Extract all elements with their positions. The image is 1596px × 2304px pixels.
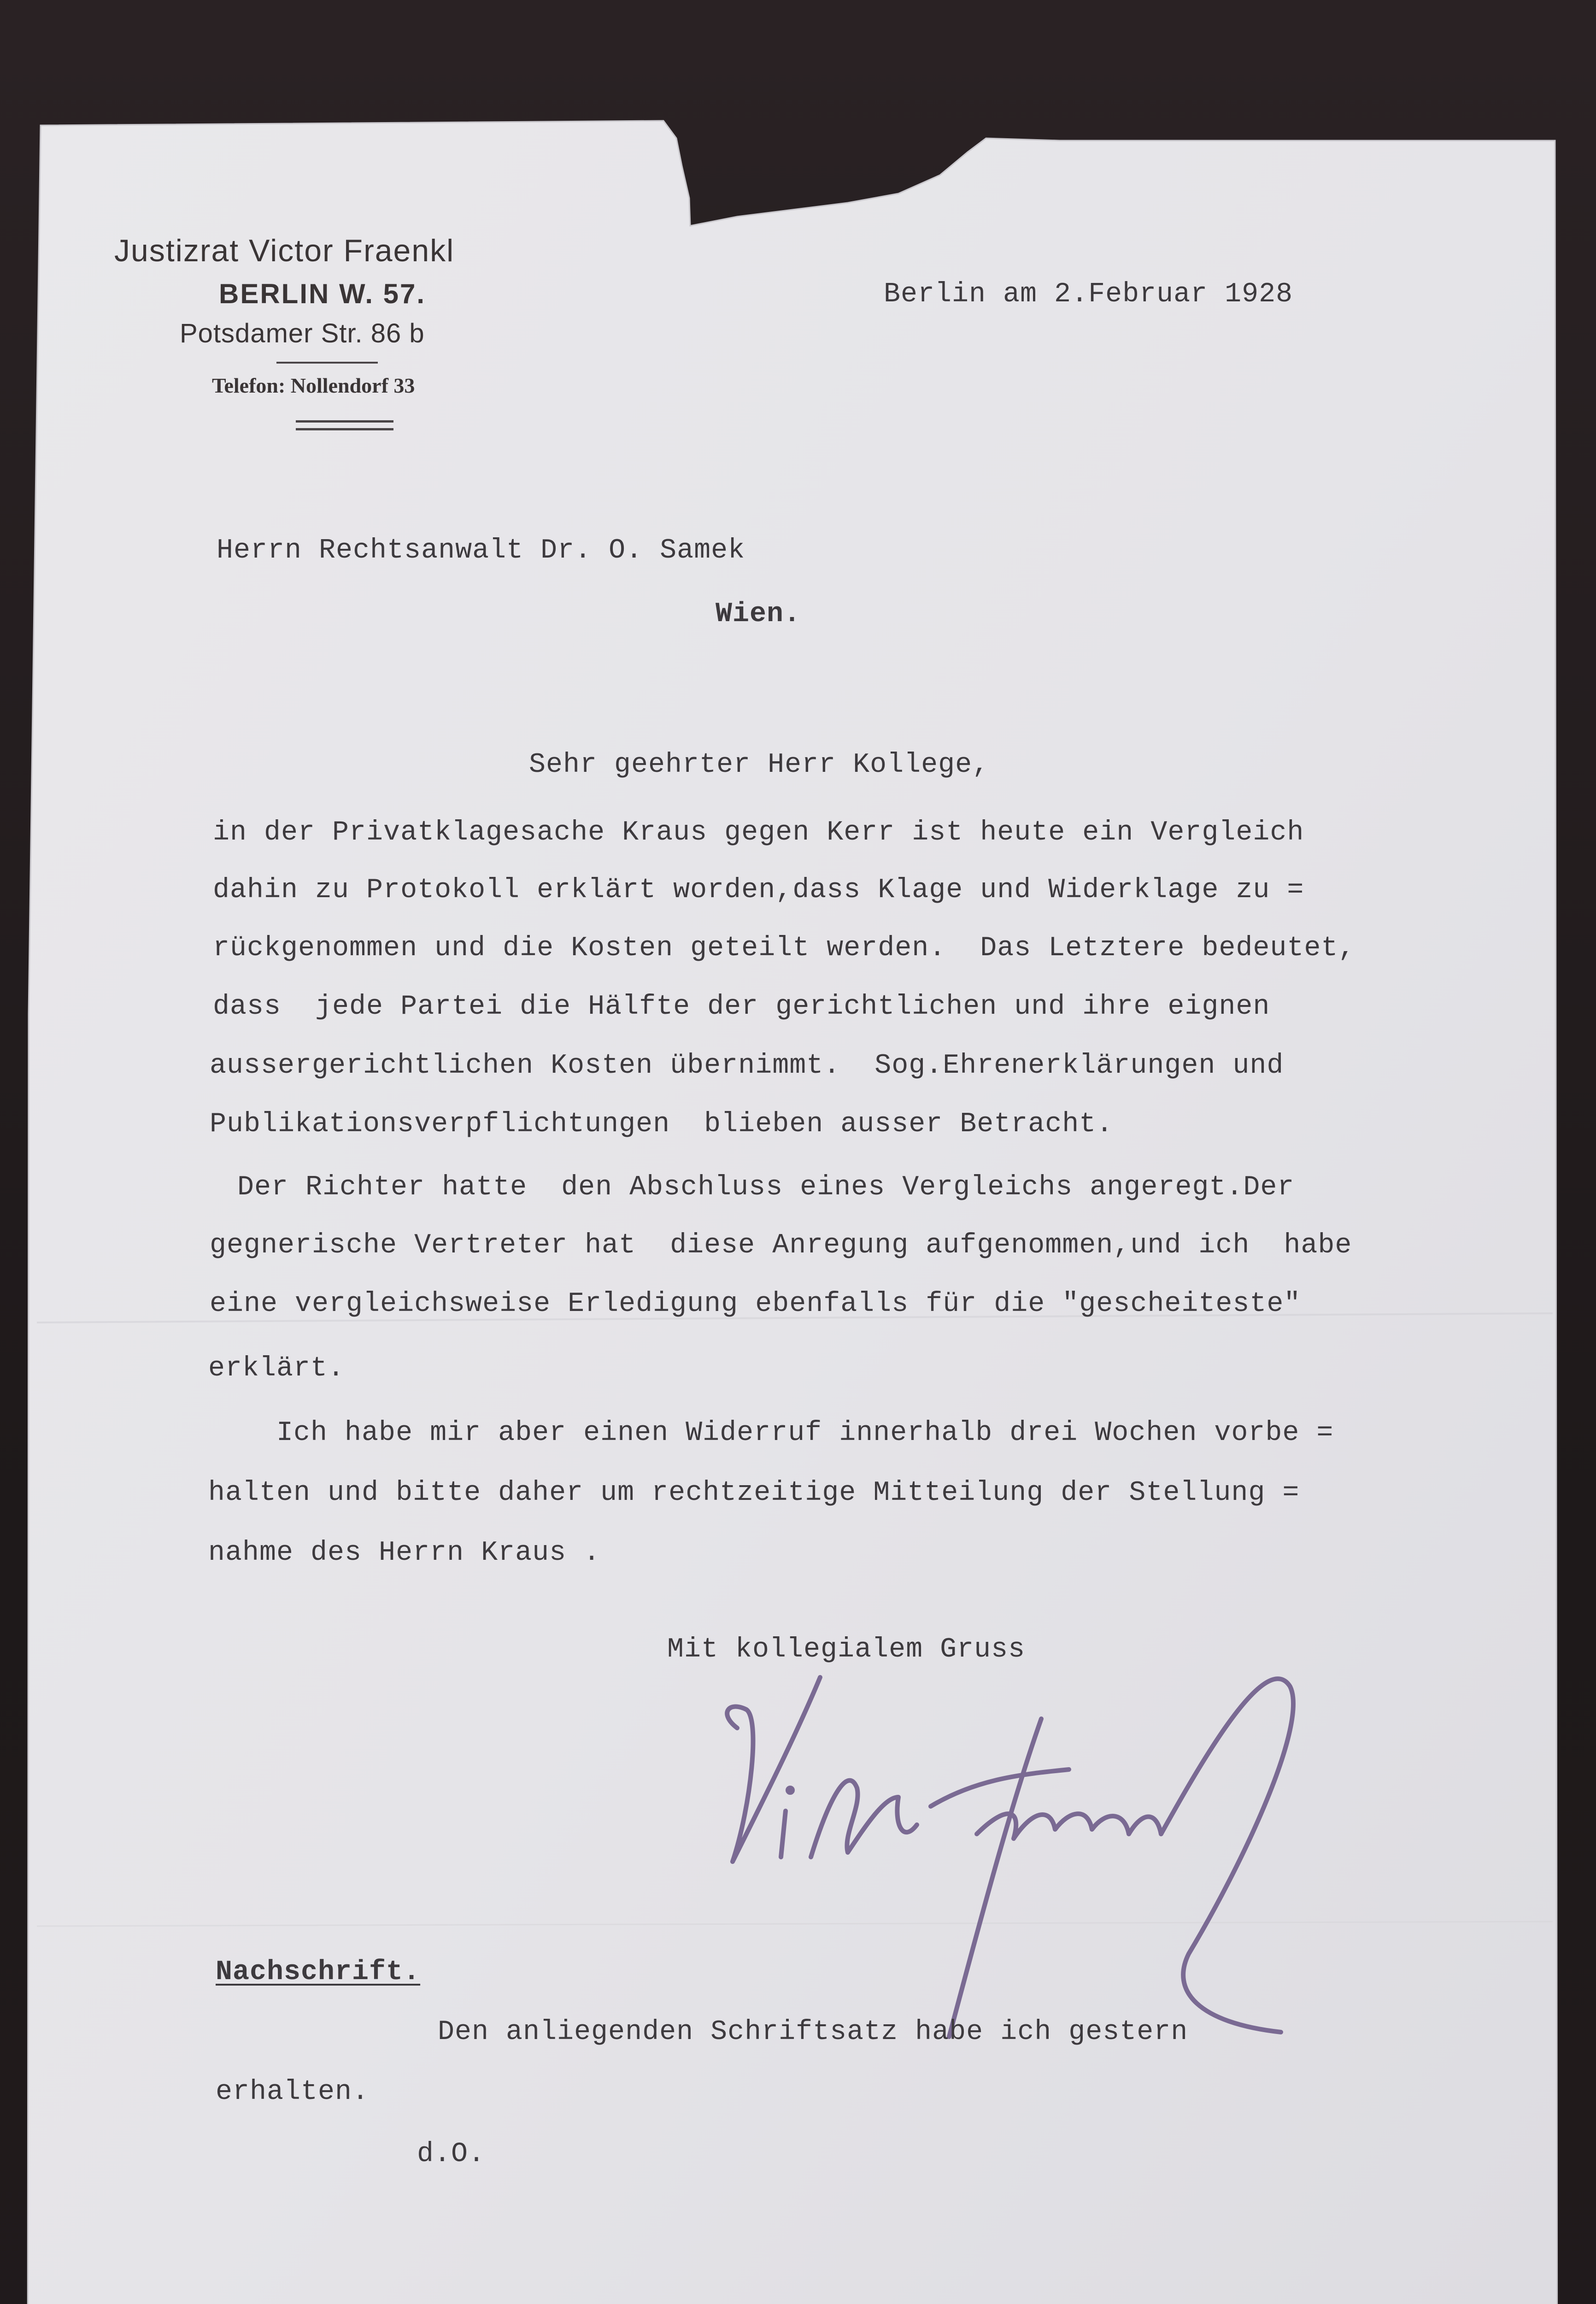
body-line: aussergerichtlichen Kosten übernimmt. Sog.Ehrenerklärungen und (210, 1050, 1284, 1081)
body-line: dahin zu Protokoll erklärt worden,dass Klage und Widerklage zu = (213, 875, 1304, 906)
letterhead-name: Justizrat Victor Fraenkl (114, 233, 455, 268)
body-line: eine vergleichsweise Erledigung ebenfalls für die "gescheiteste" (210, 1288, 1301, 1320)
postscript-line-2: erhalten. (216, 2076, 370, 2108)
body-line: Ich habe mir aber einen Widerruf innerhalb drei Wochen vorbe = (208, 1417, 1334, 1449)
body-line: in der Privatklagesache Kraus gegen Kerr ist heute ein Vergleich (213, 817, 1304, 848)
recipient-line-1: Herrn Rechtsanwalt Dr. O. Samek (217, 535, 745, 566)
body-line: rückgenommen und die Kosten geteilt werden. Das Letztere bedeutet, (213, 933, 1355, 964)
postscript-initials: d.O. (417, 2139, 486, 2170)
postscript-heading: Nachschrift. (216, 1957, 421, 1988)
postscript-line-1: Den anliegenden Schriftsatz habe ich gestern (438, 2016, 1188, 2048)
letterhead-phone: Telefon: Nollendorf 33 (212, 374, 415, 397)
body-line: erklärt. (208, 1353, 345, 1384)
letterhead-divider (276, 362, 378, 364)
body-line: gegnerische Vertreter hat diese Anregung aufgenommen,und ich habe (210, 1230, 1352, 1261)
body-line: Der Richter hatte den Abschluss eines Vergleichs angeregt.Der (220, 1172, 1295, 1203)
letterhead-double-rule (296, 420, 393, 430)
letterhead-city: BERLIN W. 57. (219, 278, 426, 309)
handwritten-signature (691, 1659, 1359, 2074)
letterhead-street: Potsdamer Str. 86 b (180, 318, 425, 348)
body-line: Publikationsverpflichtungen blieben ausser Betracht. (210, 1109, 1114, 1140)
recipient-city: Wien. (716, 599, 801, 630)
body-line: dass jede Partei die Hälfte der gerichtlichen und ihre eignen (213, 991, 1270, 1023)
closing: Mit kollegialem Gruss (667, 1634, 1026, 1665)
body-line: nahme des Herrn Kraus . (208, 1537, 601, 1569)
body-line: halten und bitte daher um rechtzeitige Mitteilung der Stellung = (208, 1477, 1300, 1509)
salutation: Sehr geehrter Herr Kollege, (529, 749, 990, 781)
date-line: Berlin am 2.Februar 1928 (884, 279, 1293, 310)
